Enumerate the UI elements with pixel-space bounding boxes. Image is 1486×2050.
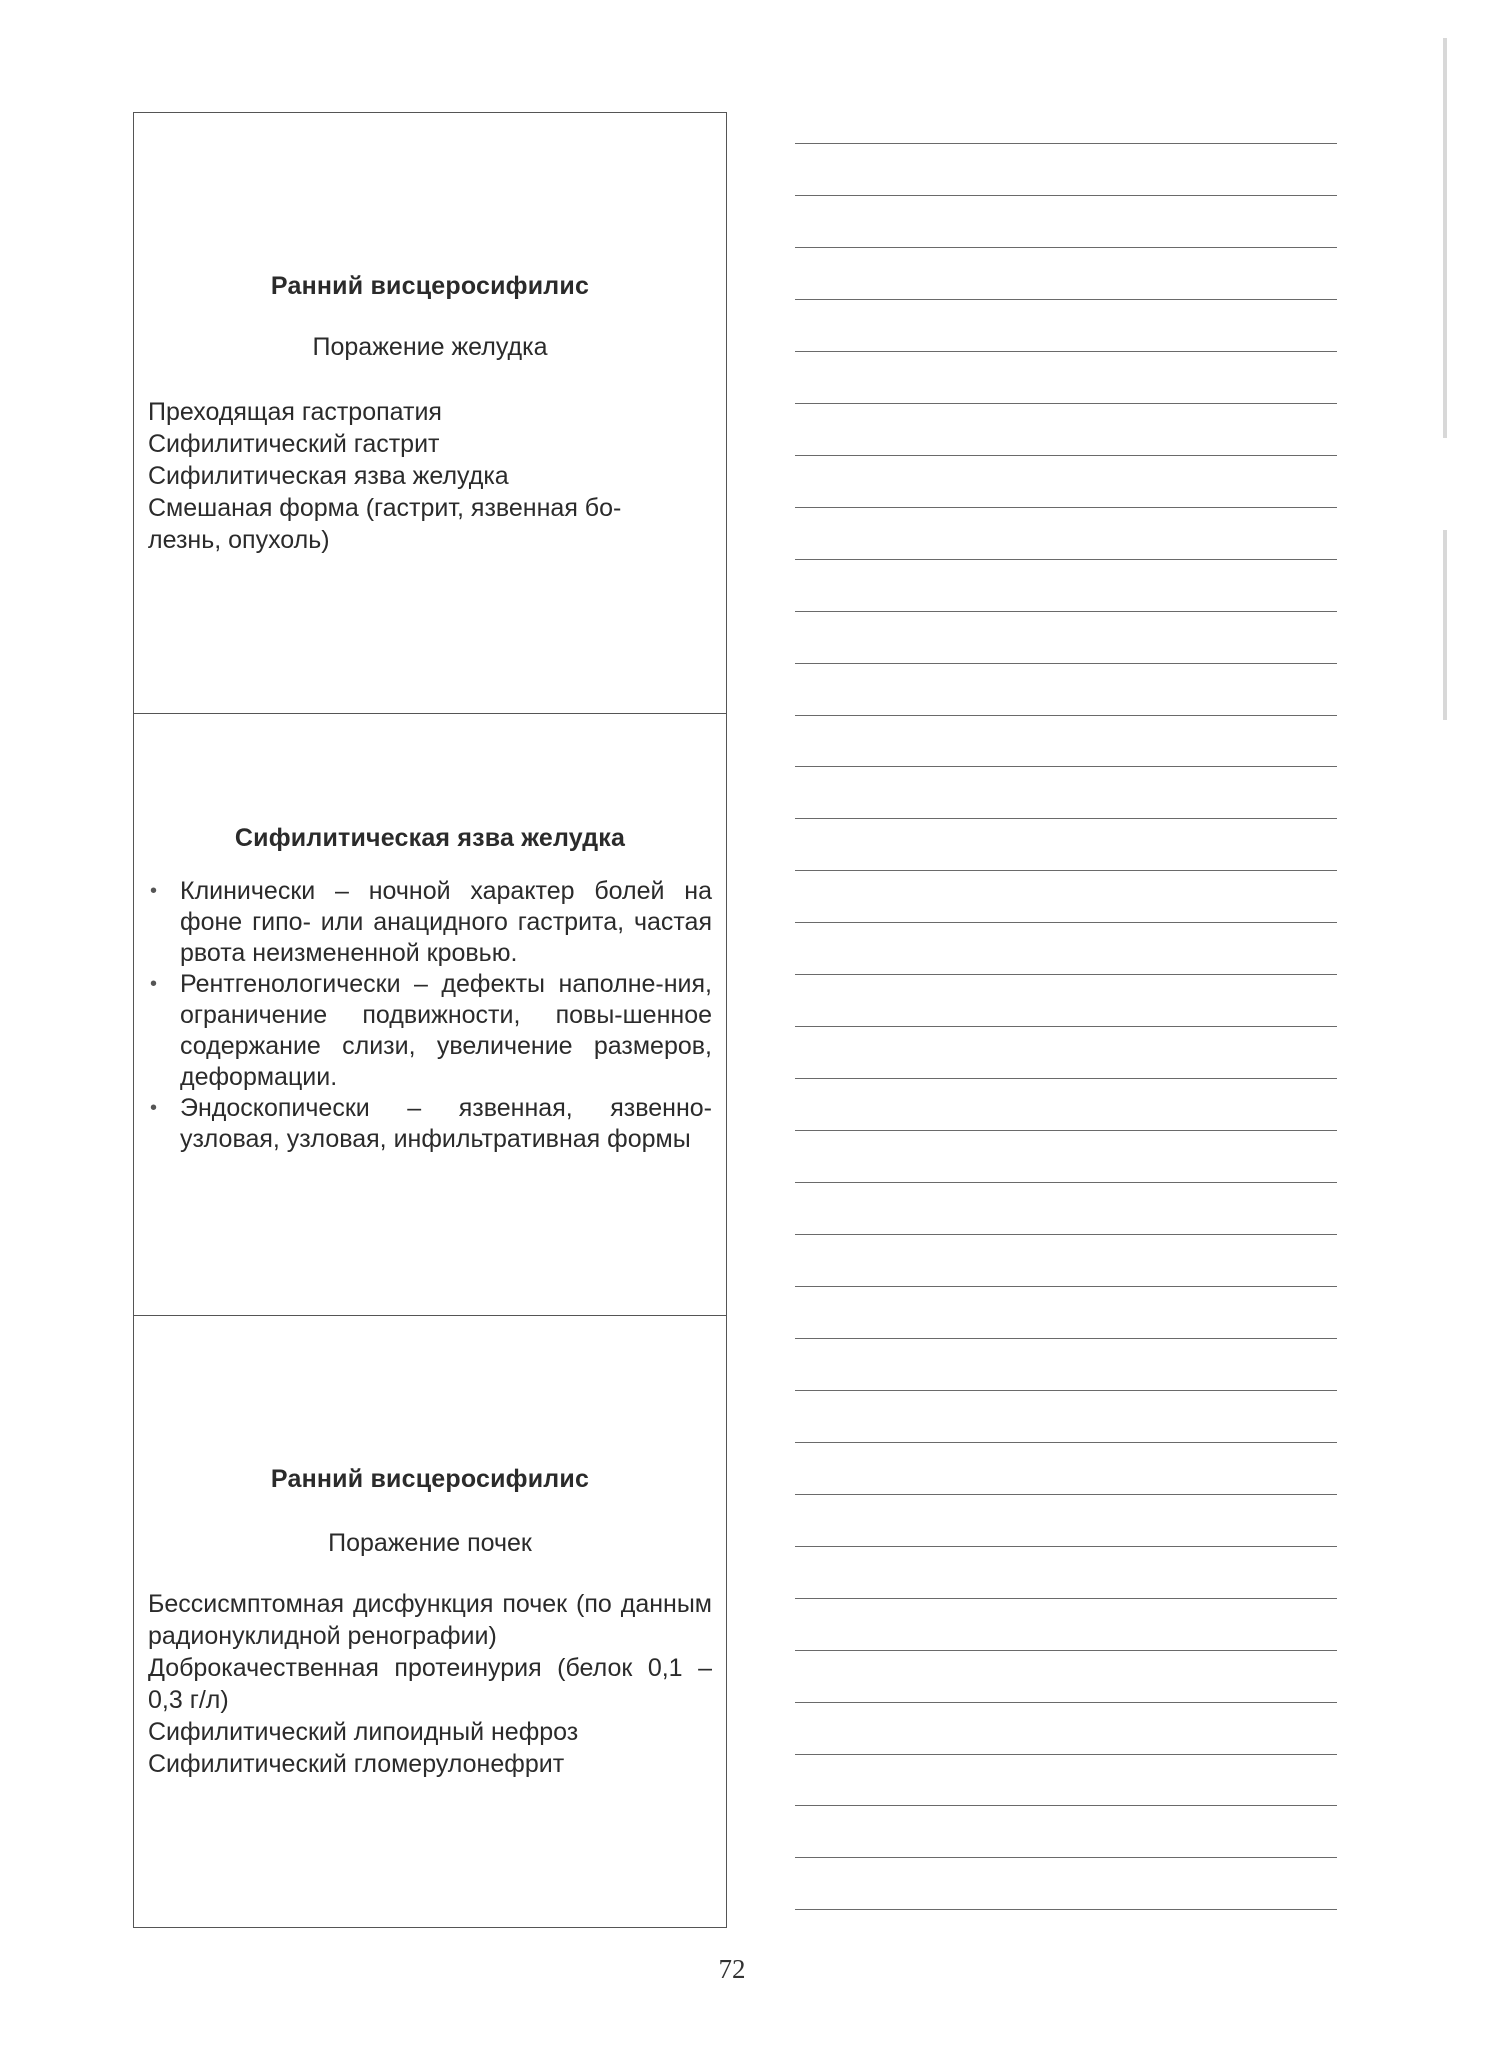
note-line	[795, 1182, 1337, 1183]
note-line	[795, 766, 1337, 767]
scan-edge-mark	[1443, 38, 1447, 438]
slides-column	[133, 112, 727, 1928]
note-line	[795, 1026, 1337, 1027]
note-lines	[795, 0, 1337, 1950]
note-line	[795, 1390, 1337, 1391]
note-line	[795, 1754, 1337, 1755]
note-line	[795, 247, 1337, 248]
note-line	[795, 143, 1337, 144]
note-line	[795, 1546, 1337, 1547]
note-line	[795, 715, 1337, 716]
list-item: Сифилитический гастрит	[148, 430, 440, 458]
note-line	[795, 1494, 1337, 1495]
note-line	[795, 818, 1337, 819]
list-item: • Эндоскопически – язвенная, язвенно-узловая, узловая, инфильтративная формы	[148, 1093, 712, 1155]
bullet-list	[148, 876, 712, 1155]
page-number: 72	[718, 1954, 746, 1984]
note-line	[795, 1702, 1337, 1703]
note-line	[795, 663, 1337, 664]
note-line	[795, 1130, 1337, 1131]
list-item: Сифилитическая язва желудка	[148, 462, 509, 490]
list-item: Доброкачественная протеинурия (белок 0,1 – 0,3 г/л)	[148, 1654, 712, 1714]
list-item: лезнь, опухоль)	[148, 526, 330, 554]
note-line	[795, 299, 1337, 300]
list-item: • Рентгенологически – дефекты наполне-ния, ограничение подвижности, повы-шенное содержание слизи, увеличение размеров, деформации.	[148, 969, 712, 1093]
note-line	[795, 507, 1337, 508]
note-line	[795, 559, 1337, 560]
note-line	[795, 1857, 1337, 1858]
slide-gastric-lesion	[134, 113, 726, 714]
item-list	[148, 396, 712, 556]
list-item: Бессисмптомная дисфункция почек (по данным радионуклидной ренографии)	[148, 1590, 712, 1650]
note-line	[795, 1286, 1337, 1287]
note-line	[795, 403, 1337, 404]
note-line	[795, 1650, 1337, 1651]
note-line	[795, 1805, 1337, 1806]
note-line	[795, 974, 1337, 975]
note-line	[795, 195, 1337, 196]
list-item: Сифилитический липоидный нефроз	[148, 1718, 579, 1746]
note-line	[795, 1909, 1337, 1910]
item-list	[148, 1588, 712, 1780]
note-line	[795, 1338, 1337, 1339]
scan-edge-mark	[1443, 530, 1447, 720]
list-item: Смешаная форма (гастрит, язвенная бо-	[148, 494, 622, 522]
note-line	[795, 1442, 1337, 1443]
slide-title: Ранний висцеросифилис	[270, 1465, 590, 1493]
slide-syphilitic-ulcer	[134, 714, 726, 1316]
list-item: Сифилитический гломерулонефрит	[148, 1750, 565, 1778]
list-item: • Клинически – ночной характер болей на фоне гипо- или анацидного гастрита, частая рвота неизмененной кровью.	[148, 876, 712, 969]
note-line	[795, 1598, 1337, 1599]
note-line	[795, 1234, 1337, 1235]
slide-subtitle: Поражение желудка	[312, 333, 548, 361]
note-line	[795, 611, 1337, 612]
note-line	[795, 1078, 1337, 1079]
list-item: Преходящая гастропатия	[148, 398, 442, 426]
note-line	[795, 351, 1337, 352]
slide-title: Ранний висцеросифилис	[270, 272, 590, 300]
note-line	[795, 922, 1337, 923]
note-line	[795, 870, 1337, 871]
note-line	[795, 455, 1337, 456]
slide-kidney-lesion	[134, 1316, 726, 1927]
slide-title: Сифилитическая язва желудка	[234, 824, 626, 852]
slide-subtitle: Поражение почек	[328, 1529, 532, 1557]
